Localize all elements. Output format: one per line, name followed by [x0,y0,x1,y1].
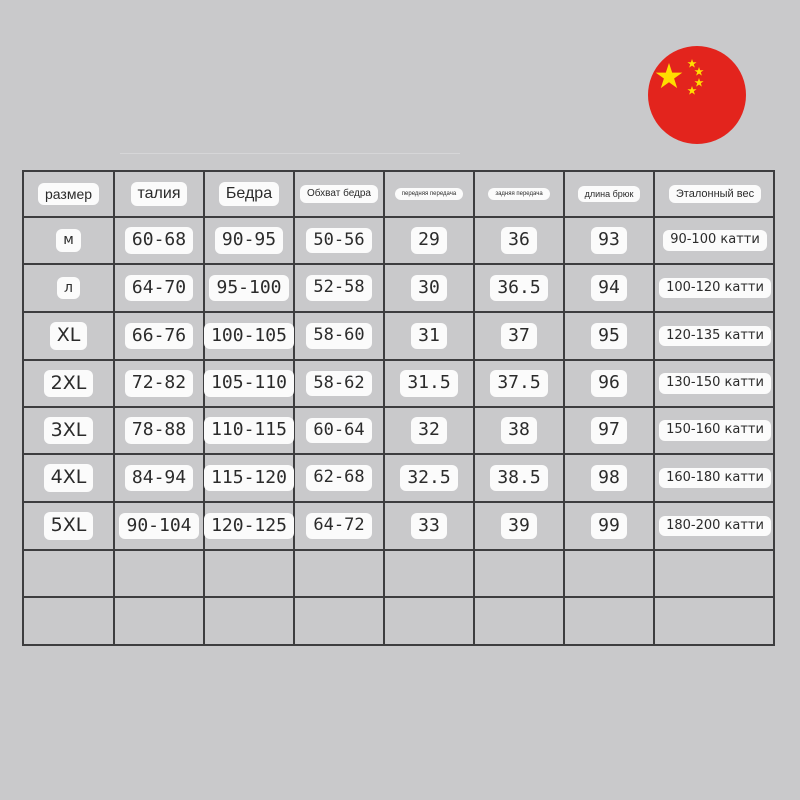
cell-value: 50-56 [306,228,371,254]
cell-value: 64-72 [306,513,371,539]
cell-value: 90-104 [119,513,198,540]
cell-value: 120-135 катти [659,326,771,347]
table-cell-size [24,265,113,311]
column-header-back-rise [475,172,563,216]
table-cell-size [24,313,113,359]
table-cell-back-rise [475,361,563,406]
table-cell-hip-girth [295,265,383,311]
cell-value: 39 [501,513,537,540]
column-header-label: Эталонный вес [669,185,761,204]
table-cell-hip-girth [295,218,383,263]
cell-value: 36 [501,227,537,254]
table-cell-reference-weight [655,265,775,311]
table-cell-back-rise [475,503,563,549]
table-cell-pants-length [565,408,653,453]
table-cell-hips [205,408,293,453]
column-header-reference-weight [655,172,775,216]
table-grid-hline [22,644,775,646]
cell-value: 60-64 [306,418,371,444]
table-cell-size [24,408,113,453]
table-cell-hips [205,455,293,501]
cell-value: 60-68 [125,227,193,254]
cell-value: 93 [591,227,627,254]
china-flag-icon [648,46,746,144]
divider-line [120,153,460,154]
cell-value: 78-88 [125,417,193,444]
table-cell-back-rise [475,408,563,453]
cell-value: 2XL [44,370,94,398]
table-cell-hips [205,313,293,359]
cell-value: 64-70 [125,275,193,302]
column-header-label: Бедра [219,182,279,206]
table-cell-reference-weight [655,503,775,549]
cell-value: м [56,229,81,251]
table-cell-reference-weight [655,361,775,406]
cell-value: 99 [591,513,627,540]
cell-value: 90-100 катти [663,230,767,251]
table-cell-waist [115,455,203,501]
table-cell-waist [115,265,203,311]
table-cell-hip-girth [295,503,383,549]
cell-value: л [57,277,80,299]
cell-value: 72-82 [125,370,193,397]
table-cell-front-rise [385,265,473,311]
cell-value: 32 [411,417,447,444]
cell-value: 115-120 [204,465,294,492]
cell-value: 31.5 [400,370,457,397]
column-header-label: передняя передача [395,188,463,201]
cell-value: 97 [591,417,627,444]
table-cell-pants-length [565,361,653,406]
table-cell-back-rise [475,218,563,263]
table-cell-pants-length [565,455,653,501]
table-cell-reference-weight [655,218,775,263]
cell-value: 180-200 катти [659,516,771,537]
column-header-size [24,172,113,216]
cell-value: XL [50,322,88,350]
table-cell-back-rise [475,313,563,359]
cell-value: 31 [411,323,447,350]
table-cell-waist [115,361,203,406]
table-cell-back-rise [475,455,563,501]
table-cell-hips [205,503,293,549]
cell-value: 36.5 [490,275,547,302]
table-cell-waist [115,313,203,359]
table-cell-hip-girth [295,455,383,501]
column-header-hips [205,172,293,216]
cell-value: 32.5 [400,465,457,492]
table-cell-hips [205,218,293,263]
table-cell-front-rise [385,313,473,359]
cell-value: 160-180 катти [659,468,771,489]
cell-value: 95-100 [209,275,288,302]
cell-value: 38.5 [490,465,547,492]
cell-value: 105-110 [204,370,294,397]
table-cell-size [24,361,113,406]
table-grid-hline [22,549,775,551]
cell-value: 90-95 [215,227,283,254]
column-header-label: размер [38,183,99,205]
cell-value: 5XL [44,512,94,540]
table-cell-pants-length [565,503,653,549]
column-header-label: задняя передача [488,188,549,201]
cell-value: 58-62 [306,371,371,397]
table-cell-reference-weight [655,408,775,453]
table-cell-waist [115,408,203,453]
table-cell-size [24,455,113,501]
cell-value: 95 [591,323,627,350]
column-header-hip-girth [295,172,383,216]
table-cell-hip-girth [295,361,383,406]
cell-value: 150-160 катти [659,420,771,441]
cell-value: 37 [501,323,537,350]
table-cell-front-rise [385,218,473,263]
cell-value: 58-60 [306,323,371,349]
table-cell-waist [115,218,203,263]
cell-value: 100-105 [204,323,294,350]
table-cell-size [24,503,113,549]
cell-value: 3XL [44,417,94,445]
column-header-label: Обхват бедра [300,185,378,203]
cell-value: 110-115 [204,417,294,444]
table-cell-hips [205,265,293,311]
size-chart-table [22,170,775,646]
table-cell-reference-weight [655,455,775,501]
cell-value: 62-68 [306,465,371,491]
cell-value: 96 [591,370,627,397]
cell-value: 84-94 [125,465,193,492]
cell-value: 94 [591,275,627,302]
cell-value: 33 [411,513,447,540]
table-cell-pants-length [565,218,653,263]
column-header-waist [115,172,203,216]
table-cell-front-rise [385,503,473,549]
cell-value: 38 [501,417,537,444]
cell-value: 98 [591,465,627,492]
cell-value: 4XL [44,464,94,492]
column-header-front-rise [385,172,473,216]
column-header-label: талия [131,182,188,206]
cell-value: 100-120 катти [659,278,771,299]
cell-value: 37.5 [490,370,547,397]
cell-value: 66-76 [125,323,193,350]
cell-value: 29 [411,227,447,254]
table-cell-reference-weight [655,313,775,359]
cell-value: 52-58 [306,275,371,301]
table-cell-hip-girth [295,408,383,453]
table-cell-pants-length [565,265,653,311]
table-grid-hline [22,596,775,598]
table-cell-front-rise [385,408,473,453]
table-cell-front-rise [385,455,473,501]
cell-value: 30 [411,275,447,302]
column-header-label: длина брюк [578,186,641,202]
cell-value: 120-125 [204,513,294,540]
column-header-pants-length [565,172,653,216]
table-cell-back-rise [475,265,563,311]
table-cell-waist [115,503,203,549]
table-cell-front-rise [385,361,473,406]
table-cell-pants-length [565,313,653,359]
cell-value: 130-150 катти [659,373,771,394]
table-cell-hips [205,361,293,406]
table-cell-hip-girth [295,313,383,359]
table-cell-size [24,218,113,263]
